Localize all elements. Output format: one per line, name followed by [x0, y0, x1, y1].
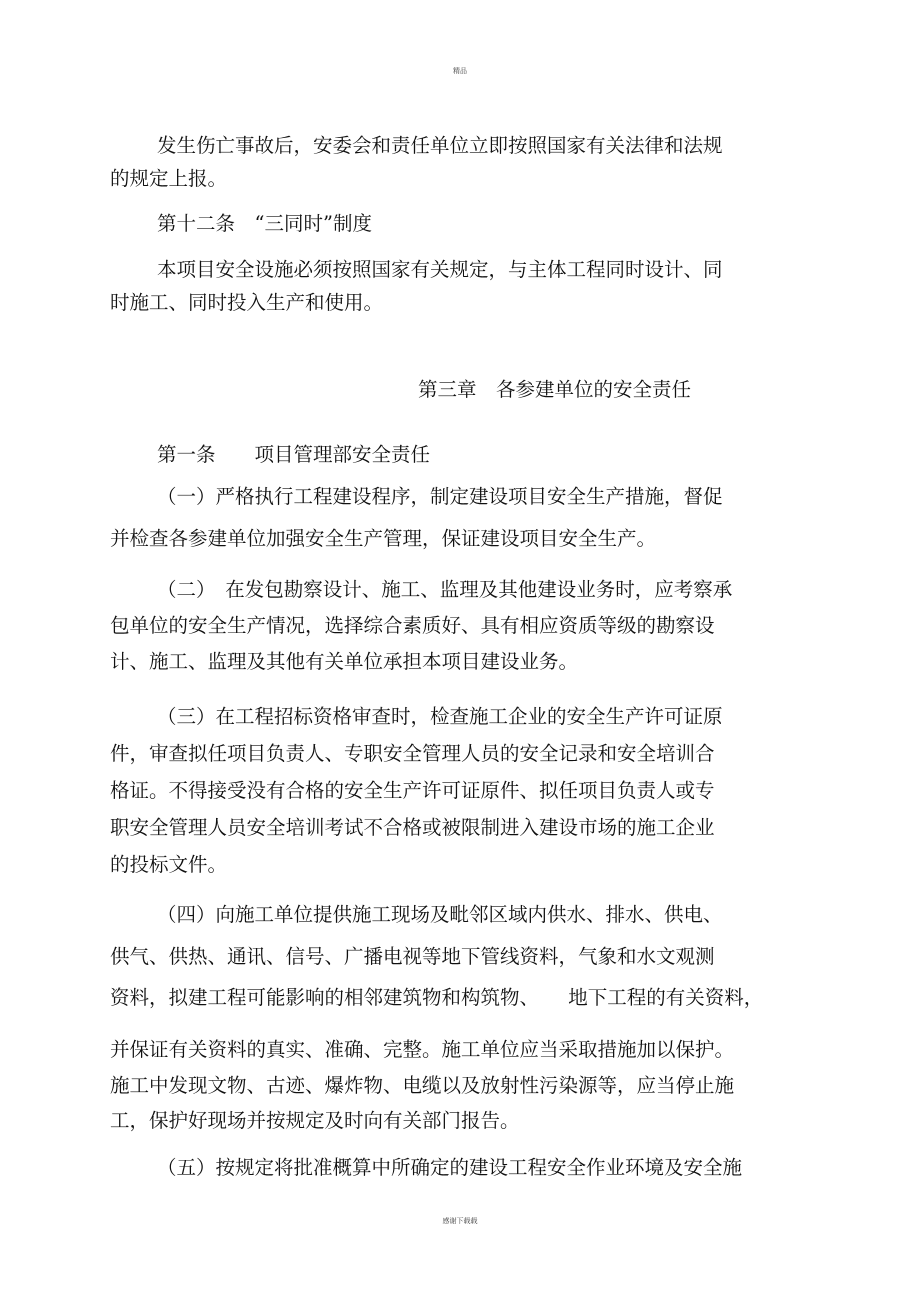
page-footer: 感谢下载载	[442, 1217, 478, 1225]
paragraph-line: 件，审查拟任项目负责人、专职安全管理人员的安全记录和安全培训合	[110, 742, 715, 765]
paragraph-line: 并保证有关资料的真实、准确、完整。施工单位应当采取措施加以保护。	[110, 1038, 735, 1061]
paragraph-line: 工，保护好现场并按规定及时向有关部门报告。	[110, 1109, 520, 1132]
paragraph-line: （一）严格执行工程建设程序，制定建设项目安全生产措施，督促	[157, 485, 723, 508]
page-header: 精品	[453, 67, 467, 75]
paragraph-line: （五）按规定将批准概算中所确定的建设工程安全作业环境及安全施	[157, 1156, 743, 1179]
paragraph-line: 本项目安全设施必须按照国家有关规定，与主体工程同时设计、同	[157, 258, 723, 281]
paragraph-line: 的投标文件。	[110, 853, 228, 876]
paragraph-line: 时施工、同时投入生产和使用。	[110, 291, 384, 314]
paragraph-line: 职安全管理人员安全培训考试不合格或被限制进入建设市场的施工企业	[110, 816, 715, 839]
paragraph-line: （二） 在发包勘察设计、施工、监理及其他建设业务时，应考察承	[157, 578, 733, 601]
paragraph-line: 施工中发现文物、古迹、爆炸物、电缆以及放射性污染源等，应当停止施	[110, 1074, 735, 1097]
article-heading: 第一条 项目管理部安全责任	[157, 443, 431, 466]
paragraph-line: 并检查各参建单位加强安全生产管理，保证建设项目安全生产。	[110, 527, 657, 550]
paragraph-line: 供气、供热、通讯、信号、广播电视等地下管线资料，气象和水文观测	[110, 945, 715, 968]
paragraph-line: 资料，拟建工程可能影响的相邻建筑物和构筑物、 地下工程的有关资料，	[110, 986, 764, 1009]
paragraph-line: 的规定上报。	[110, 167, 228, 190]
paragraph-line: 格证。不得接受没有合格的安全生产许可证原件、拟任项目负责人或专	[110, 779, 715, 802]
paragraph-line: 发生伤亡事故后，安委会和责任单位立即按照国家有关法律和法规	[157, 134, 723, 157]
paragraph-line: （三）在工程招标资格审查时，检查施工企业的安全生产许可证原	[157, 705, 723, 728]
paragraph-line: 包单位的安全生产情况，选择综合素质好、具有相应资质等级的勘察设	[110, 614, 715, 637]
chapter-title: 第三章 各参建单位的安全责任	[418, 378, 692, 401]
article-heading: 第十二条 “三同时”制度	[157, 212, 372, 235]
paragraph-line: 计、施工、监理及其他有关单位承担本项目建设业务。	[110, 650, 579, 673]
paragraph-line: （四）向施工单位提供施工现场及毗邻区域内供水、排水、供电、	[157, 903, 723, 926]
